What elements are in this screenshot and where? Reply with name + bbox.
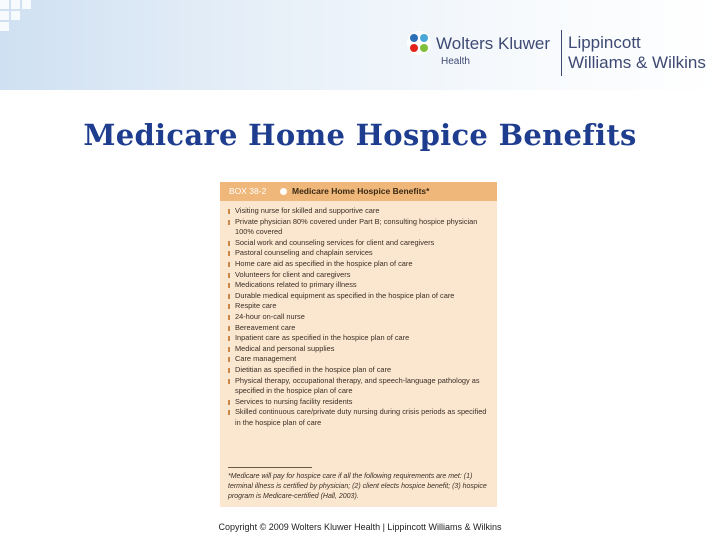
brand-primary: Wolters Kluwer <box>436 34 550 53</box>
slide-title: Medicare Home Hospice Benefits <box>83 118 637 152</box>
list-item: Respite care <box>228 301 490 312</box>
benefits-list <box>228 206 490 428</box>
list-item: Physical therapy, occupational therapy, and speech-language pathology as specified in the hospice plan of care <box>228 376 490 397</box>
bullet-icon <box>280 188 287 195</box>
list-item: Durable medical equipment as specified in the hospice plan of care <box>228 291 490 302</box>
list-item: Care management <box>228 354 490 365</box>
list-item: Social work and counseling services for client and caregivers <box>228 238 490 249</box>
wolters-kluwer-logo-icon <box>406 30 432 56</box>
copyright-text: Copyright © 2009 Wolters Kluwer Health | Lippincott Williams & Wilkins <box>218 522 502 532</box>
box-header <box>220 182 497 201</box>
box-number: BOX 38-2 <box>229 186 267 196</box>
list-item: Medical and personal supplies <box>228 344 490 355</box>
footnote-divider <box>228 467 312 468</box>
list-item: Bereavement care <box>228 323 490 334</box>
list-item: Pastoral counseling and chaplain services <box>228 248 490 259</box>
list-item: Dietitian as specified in the hospice plan of care <box>228 365 490 376</box>
list-item: Medications related to primary illness <box>228 280 490 291</box>
brand-secondary-line2: Williams & Wilkins <box>568 53 706 72</box>
list-item: Services to nursing facility residents <box>228 397 490 408</box>
benefits-box <box>220 182 497 507</box>
box-footnote: *Medicare will pay for hospice care if all the following requirements are met: (1) terminal illness is certified by physician; (2) client elects hospice benefit; (3) hospice program is Medicare-certified (Hall, 2003). <box>228 473 487 500</box>
list-item: Private physician 80% covered under Part B; consulting hospice physician 100% covered <box>228 217 490 238</box>
list-item: Visiting nurse for skilled and supportive care <box>228 206 490 217</box>
list-item: Home care aid as specified in the hospice plan of care <box>228 259 490 270</box>
list-item: Inpatient care as specified in the hospice plan of care <box>228 333 490 344</box>
logo-divider <box>561 30 562 76</box>
brand-sub: Health <box>441 56 470 67</box>
list-item: Volunteers for client and caregivers <box>228 270 490 281</box>
brand-secondary-line1: Lippincott <box>568 33 641 52</box>
brand-secondary <box>568 33 706 73</box>
list-item: 24-hour on-call nurse <box>228 312 490 323</box>
list-item: Skilled continuous care/private duty nursing during crisis periods as specified in the hospice plan of care <box>228 407 490 428</box>
header-band <box>0 0 720 90</box>
box-title: Medicare Home Hospice Benefits* <box>292 186 430 196</box>
